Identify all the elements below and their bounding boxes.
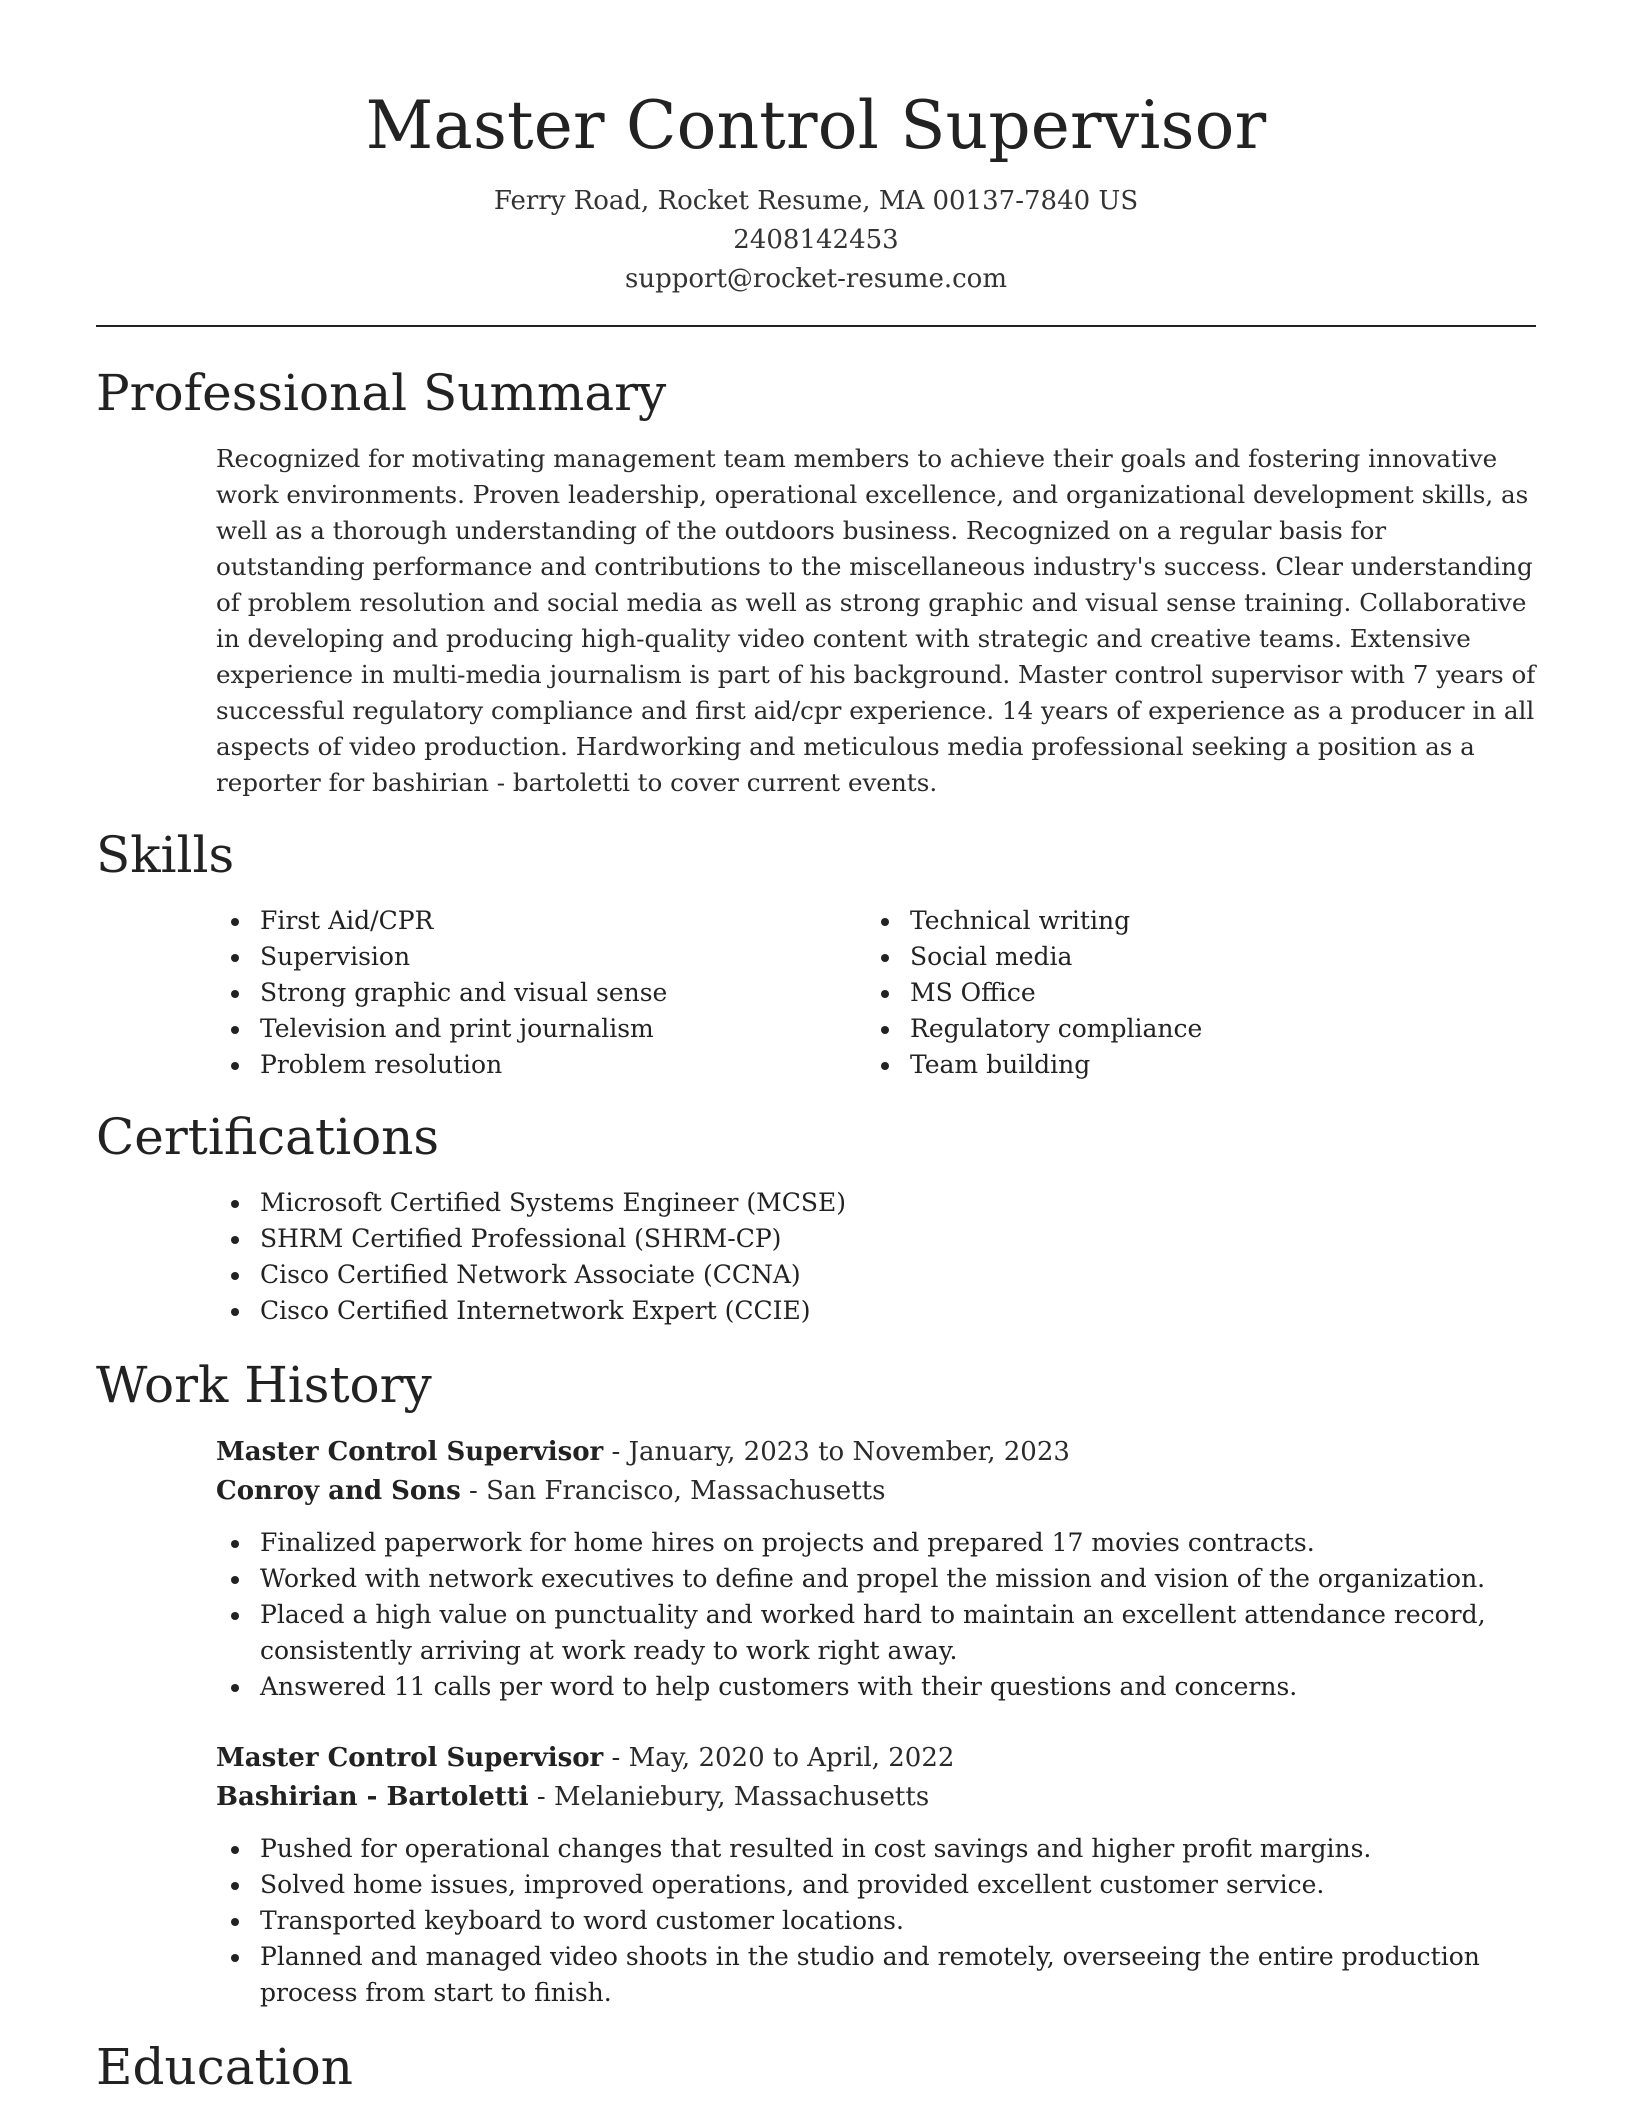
skill-item: Problem resolution [216, 1047, 866, 1083]
certifications-list [216, 1185, 1536, 1329]
skill-item: Supervision [216, 939, 866, 975]
job-duty-item: Transported keyboard to word customer locations. [216, 1903, 1496, 1939]
job-location: - Melaniebury, Massachusetts [528, 1782, 930, 1812]
job-company: Conroy and Sons [216, 1476, 461, 1506]
summary-section [96, 363, 1536, 801]
job-entry [216, 1433, 1536, 1705]
education-heading: Education [96, 2038, 353, 2096]
skill-item: Television and print journalism [216, 1011, 866, 1047]
job-role: Master Control Supervisor [216, 1437, 604, 1467]
job-duties-list [216, 1525, 1536, 1705]
skills-list-left [216, 903, 866, 1083]
job-duty-item: Planned and managed video shoots in the studio and remotely, overseeing the entire production process from start to finish. [216, 1939, 1496, 2011]
certification-item: SHRM Certified Professional (SHRM-CP) [216, 1221, 1536, 1257]
header-divider [96, 325, 1536, 327]
skills-section [96, 825, 1536, 1083]
skill-item: First Aid/CPR [216, 903, 866, 939]
contact-phone: 2408142453 [733, 225, 899, 255]
contact-info [96, 182, 1536, 299]
contact-email: support@rocket-resume.com [624, 264, 1007, 294]
job-duties-list [216, 1831, 1536, 2011]
job-duty-item: Pushed for operational changes that resulted in cost savings and higher profit margins. [216, 1831, 1496, 1867]
job-duty-item: Placed a high value on punctuality and worked hard to maintain an excellent attendance record, consistently arriving at work ready to work right away. [216, 1597, 1496, 1669]
job-duty-item: Solved home issues, improved operations, and provided excellent customer service. [216, 1867, 1496, 1903]
education-section [96, 2037, 1536, 2097]
job-duty-item: Finalized paperwork for home hires on projects and prepared 17 movies contracts. [216, 1525, 1496, 1561]
contact-address: Ferry Road, Rocket Resume, MA 00137-7840 US [493, 186, 1139, 216]
job-entry [216, 1739, 1536, 2011]
skill-item: MS Office [866, 975, 1516, 1011]
skill-item: Regulatory compliance [866, 1011, 1516, 1047]
job-title-line [216, 1739, 1536, 1778]
skills-heading: Skills [96, 826, 235, 884]
skill-item: Social media [866, 939, 1516, 975]
job-dates: - January, 2023 to November, 2023 [603, 1437, 1070, 1467]
certification-item: Cisco Certified Network Associate (CCNA) [216, 1257, 1536, 1293]
work-history-section [96, 1355, 1536, 2011]
skill-item: Team building [866, 1047, 1516, 1083]
resume-name: Master Control Supervisor [365, 87, 1267, 164]
job-company-line [216, 1472, 1536, 1511]
certifications-heading: Certifications [96, 1108, 440, 1166]
resume-header [96, 0, 1536, 299]
job-duty-item: Answered 11 calls per word to help customers with their questions and concerns. [216, 1669, 1496, 1705]
resume-page [96, 0, 1536, 2112]
job-dates: - May, 2020 to April, 2022 [603, 1743, 955, 1773]
work-history-heading: Work History [96, 1356, 432, 1414]
summary-text: Recognized for motivating management team members to achieve their goals and fostering innovative work environments. Proven leadership, operational excellence, and organizational development skills, as well as a thorough understanding of the outdoors business. Recognized on a regular basis for outstanding performance and contributions to the miscellaneous industry's success. Clear understanding of problem resolution and social media as well as strong graphic and visual sense training. Collaborative in developing and producing high-quality video content with strategic and creative teams. Extensive experience in multi-media journalism is part of his background. Master control supervisor with 7 years of successful regulatory compliance and first aid/cpr experience. 14 years of experience as a producer in all aspects of video production. Hardworking and meticulous media professional seeking a position as a reporter for bashirian - bartoletti to cover current events. [216, 444, 1536, 797]
skill-item: Technical writing [866, 903, 1516, 939]
job-company-line [216, 1778, 1536, 1817]
skills-list-right [866, 903, 1516, 1083]
certification-item: Microsoft Certified Systems Engineer (MCSE) [216, 1185, 1536, 1221]
certifications-section [96, 1107, 1536, 1329]
job-duty-item: Worked with network executives to define and propel the mission and vision of the organization. [216, 1561, 1496, 1597]
summary-heading: Professional Summary [96, 364, 667, 422]
certification-item: Cisco Certified Internetwork Expert (CCIE) [216, 1293, 1536, 1329]
job-role: Master Control Supervisor [216, 1743, 604, 1773]
job-location: - San Francisco, Massachusetts [460, 1476, 886, 1506]
skill-item: Strong graphic and visual sense [216, 975, 866, 1011]
job-title-line [216, 1433, 1536, 1472]
skills-grid [216, 903, 1536, 1083]
job-company: Bashirian - Bartoletti [216, 1782, 529, 1812]
